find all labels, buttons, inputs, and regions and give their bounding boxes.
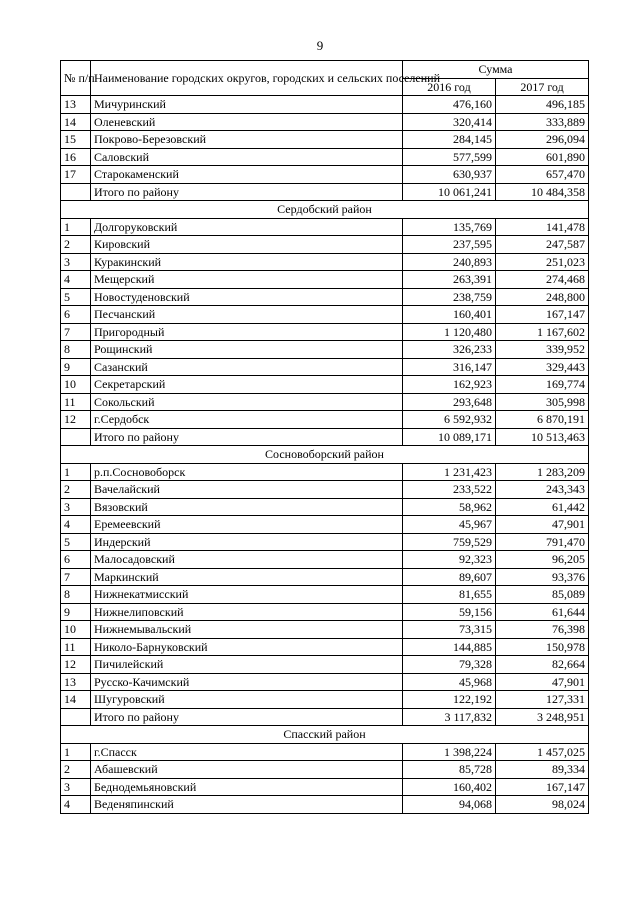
table-row [61,533,589,551]
value-2017: 167,147 [496,778,589,796]
value-2016: 85,728 [403,761,496,779]
value-2016: 162,923 [403,376,496,394]
value-2017: 333,889 [496,113,589,131]
row-name: Рощинский [91,341,403,359]
table-row [61,778,589,796]
value-2016: 122,192 [403,691,496,709]
table-row [61,376,589,394]
table-row [61,113,589,131]
value-2017: 274,468 [496,271,589,289]
table-row [61,288,589,306]
row-number: 8 [61,341,91,359]
table-row [61,306,589,324]
row-number: 2 [61,236,91,254]
value-2017: 10 484,358 [496,183,589,201]
value-2016: 1 231,423 [403,463,496,481]
value-2017: 169,774 [496,376,589,394]
table-row [61,516,589,534]
value-2016: 238,759 [403,288,496,306]
row-name: Куракинский [91,253,403,271]
value-2016: 135,769 [403,218,496,236]
page-number: 9 [316,38,324,53]
value-2017: 791,470 [496,533,589,551]
table-row [61,393,589,411]
row-name: Беднодемьяновский [91,778,403,796]
row-name: Саловский [91,148,403,166]
value-2016: 73,315 [403,621,496,639]
value-2016: 10 061,241 [403,183,496,201]
value-2016: 233,522 [403,481,496,499]
row-name: Еремеевский [91,516,403,534]
value-2017: 247,587 [496,236,589,254]
row-name: Шугуровский [91,691,403,709]
table-row [61,498,589,516]
row-number: 13 [61,673,91,691]
table-body [61,96,589,814]
value-2016: 94,068 [403,796,496,814]
row-name: Секретарский [91,376,403,394]
value-2017: 167,147 [496,306,589,324]
value-2016: 81,655 [403,586,496,604]
row-name: Песчанский [91,306,403,324]
row-name: Индерский [91,533,403,551]
value-2017: 47,901 [496,516,589,534]
row-name: Итого по району [91,428,403,446]
value-2017: 1 283,209 [496,463,589,481]
row-number: 6 [61,551,91,569]
row-number: 12 [61,411,91,429]
value-2016: 89,607 [403,568,496,586]
value-2017: 82,664 [496,656,589,674]
value-2017: 47,901 [496,673,589,691]
row-number: 2 [61,481,91,499]
value-2017: 96,205 [496,551,589,569]
total-row [61,183,589,201]
value-2017: 496,185 [496,96,589,114]
row-name: Оленевский [91,113,403,131]
value-2016: 1 398,224 [403,743,496,761]
value-2016: 6 592,932 [403,411,496,429]
value-2017: 98,024 [496,796,589,814]
value-2017: 3 248,951 [496,708,589,726]
table-row [61,551,589,569]
value-2016: 160,402 [403,778,496,796]
value-2017: 296,094 [496,131,589,149]
row-number: 9 [61,603,91,621]
table-row [61,323,589,341]
value-2017: 76,398 [496,621,589,639]
row-name: Кировский [91,236,403,254]
value-2016: 10 089,171 [403,428,496,446]
row-name: Мещерский [91,271,403,289]
row-number: 4 [61,796,91,814]
value-2017: 10 513,463 [496,428,589,446]
value-2017: 1 167,602 [496,323,589,341]
value-2017: 93,376 [496,568,589,586]
value-2016: 92,323 [403,551,496,569]
row-name: Мичуринский [91,96,403,114]
row-name: Веденяпинский [91,796,403,814]
table-row [61,568,589,586]
row-number: 13 [61,96,91,114]
table-row [61,656,589,674]
table-row [61,481,589,499]
row-number: 15 [61,131,91,149]
value-2017: 85,089 [496,586,589,604]
row-number: 7 [61,323,91,341]
row-number: 14 [61,691,91,709]
value-2017: 305,998 [496,393,589,411]
table-row [61,463,589,481]
row-number: 11 [61,638,91,656]
value-2017: 601,890 [496,148,589,166]
row-name: Старокаменский [91,166,403,184]
row-number [61,428,91,446]
row-number: 6 [61,306,91,324]
row-number: 10 [61,376,91,394]
row-name: Новостуденовский [91,288,403,306]
row-number: 12 [61,656,91,674]
row-name: Вязовский [91,498,403,516]
section-title: Сердобский район [61,201,589,219]
value-2016: 45,968 [403,673,496,691]
row-name: Маркинский [91,568,403,586]
value-2016: 293,648 [403,393,496,411]
row-number: 5 [61,288,91,306]
total-row [61,428,589,446]
row-name: Покрово-Березовский [91,131,403,149]
table-row [61,638,589,656]
budget-table [60,60,589,814]
table-row [61,271,589,289]
value-2016: 476,160 [403,96,496,114]
row-name: Малосадовский [91,551,403,569]
header-sum: Сумма [403,61,589,79]
section-row [61,446,589,464]
value-2016: 316,147 [403,358,496,376]
value-2016: 3 117,832 [403,708,496,726]
value-2016: 263,391 [403,271,496,289]
row-number: 3 [61,498,91,516]
value-2016: 79,328 [403,656,496,674]
section-title: Сосновоборский район [61,446,589,464]
value-2017: 248,800 [496,288,589,306]
table-row [61,131,589,149]
value-2017: 61,442 [496,498,589,516]
row-number: 3 [61,253,91,271]
row-number: 10 [61,621,91,639]
row-name: Абашевский [91,761,403,779]
row-number: 1 [61,218,91,236]
table-header [61,61,589,96]
header-name: Наименование городских округов, городских и сельских поселений [91,61,403,96]
header-year-2017: 2017 год [496,78,589,96]
row-number: 3 [61,778,91,796]
row-number: 7 [61,568,91,586]
row-name: Сазанский [91,358,403,376]
value-2016: 320,414 [403,113,496,131]
header-num: № п/п [61,61,91,96]
row-number: 9 [61,358,91,376]
row-name: Пичилейский [91,656,403,674]
table-row [61,761,589,779]
value-2017: 657,470 [496,166,589,184]
row-number: 14 [61,113,91,131]
table-row [61,96,589,114]
value-2016: 1 120,480 [403,323,496,341]
value-2017: 251,023 [496,253,589,271]
row-number [61,183,91,201]
row-name: Пригородный [91,323,403,341]
table-row [61,253,589,271]
value-2017: 1 457,025 [496,743,589,761]
row-name: Вачелайский [91,481,403,499]
table-row [61,341,589,359]
value-2017: 150,978 [496,638,589,656]
value-2016: 58,962 [403,498,496,516]
value-2017: 339,952 [496,341,589,359]
row-name: Итого по району [91,708,403,726]
section-title: Спасский район [61,726,589,744]
value-2016: 284,145 [403,131,496,149]
section-row [61,201,589,219]
row-number: 11 [61,393,91,411]
table-row [61,148,589,166]
value-2016: 326,233 [403,341,496,359]
table-row [61,603,589,621]
row-number: 4 [61,271,91,289]
row-name: г.Спасск [91,743,403,761]
header-year-2016: 2016 год [403,78,496,96]
value-2017: 127,331 [496,691,589,709]
table-row [61,166,589,184]
table-row [61,586,589,604]
row-name: Русско-Качимский [91,673,403,691]
value-2016: 577,599 [403,148,496,166]
row-number: 1 [61,743,91,761]
row-name: Сокольский [91,393,403,411]
row-number: 2 [61,761,91,779]
value-2017: 243,343 [496,481,589,499]
value-2017: 141,478 [496,218,589,236]
table-row [61,411,589,429]
table-row [61,796,589,814]
table-row [61,691,589,709]
row-name: Долгоруковский [91,218,403,236]
table-row [61,673,589,691]
total-row [61,708,589,726]
row-number: 4 [61,516,91,534]
value-2017: 6 870,191 [496,411,589,429]
row-number: 17 [61,166,91,184]
value-2016: 237,595 [403,236,496,254]
table-row [61,358,589,376]
value-2017: 329,443 [496,358,589,376]
row-number: 5 [61,533,91,551]
value-2016: 144,885 [403,638,496,656]
row-number: 16 [61,148,91,166]
table-row [61,743,589,761]
value-2016: 45,967 [403,516,496,534]
row-name: Итого по району [91,183,403,201]
value-2016: 630,937 [403,166,496,184]
row-number: 8 [61,586,91,604]
row-number [61,708,91,726]
row-name: г.Сердобск [91,411,403,429]
value-2016: 240,893 [403,253,496,271]
table-row [61,236,589,254]
value-2017: 61,644 [496,603,589,621]
row-name: Нижнемывальский [91,621,403,639]
row-number: 1 [61,463,91,481]
value-2016: 160,401 [403,306,496,324]
row-name: р.п.Сосновоборск [91,463,403,481]
row-name: Нижнекатмисский [91,586,403,604]
section-row [61,726,589,744]
row-name: Нижнелиповский [91,603,403,621]
row-name: Николо-Барнуковский [91,638,403,656]
value-2016: 759,529 [403,533,496,551]
table-row [61,218,589,236]
value-2017: 89,334 [496,761,589,779]
table-row [61,621,589,639]
value-2016: 59,156 [403,603,496,621]
